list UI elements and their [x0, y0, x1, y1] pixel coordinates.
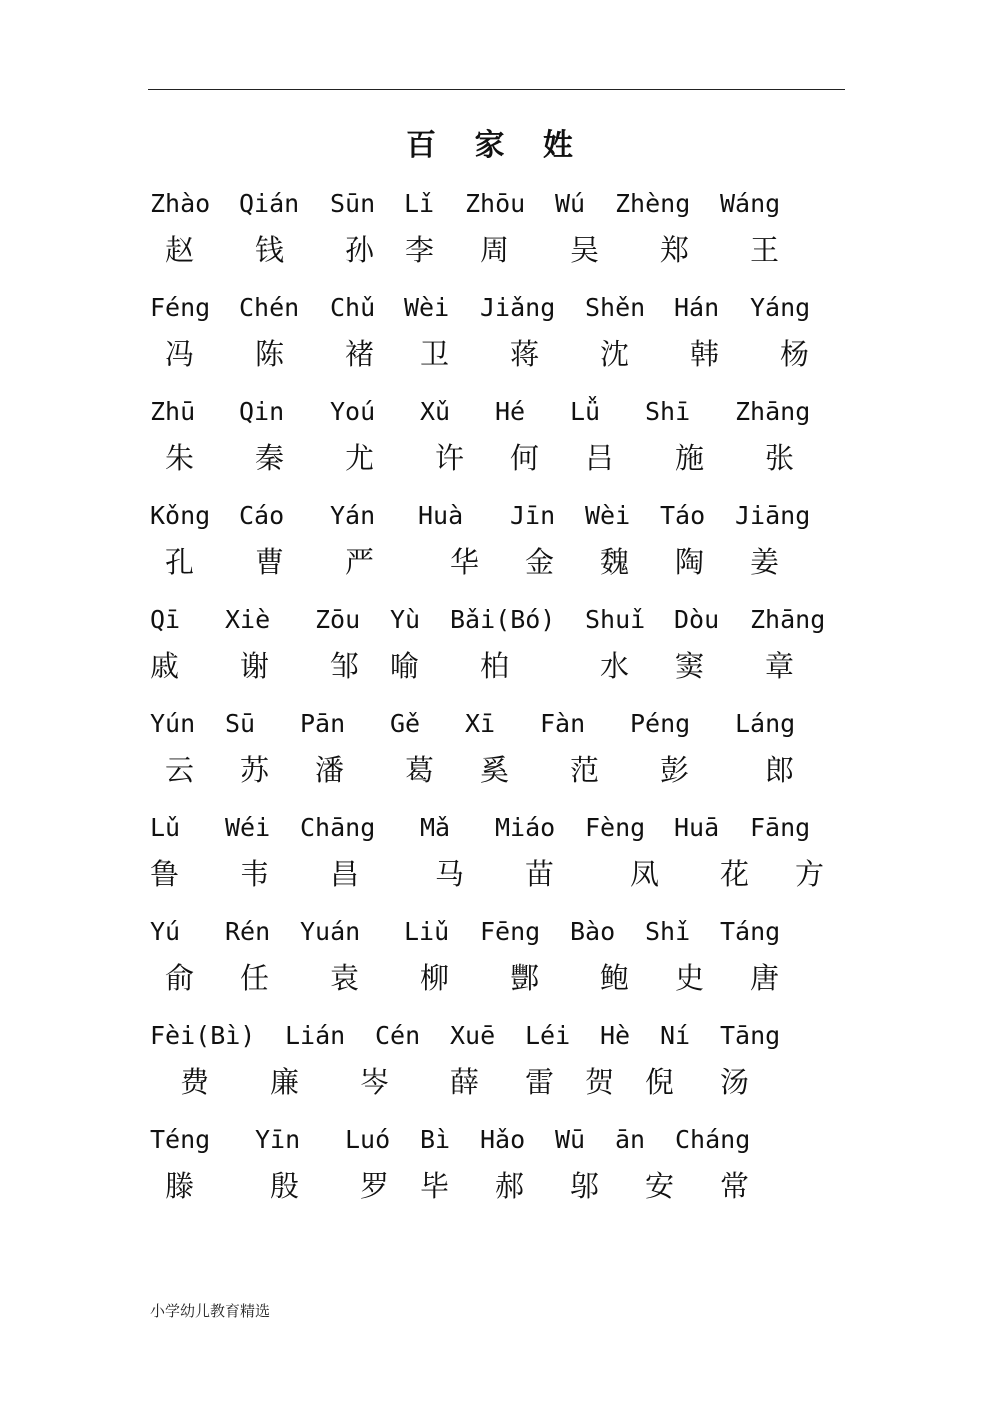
surname-character: 花 [720, 857, 750, 891]
surname-character: 奚 [480, 753, 510, 787]
surname-character: 史 [675, 961, 705, 995]
pinyin-syllable: Liǔ [404, 917, 450, 946]
surname-character: 姜 [750, 545, 780, 579]
top-rule [148, 89, 845, 90]
pinyin-syllable: Lǐ [404, 189, 435, 218]
pinyin-syllable: Sūn [330, 189, 376, 218]
surname-character: 常 [720, 1169, 750, 1203]
surname-character: 方 [795, 857, 825, 891]
surname-character: 任 [240, 961, 270, 995]
pinyin-syllable: Wú [555, 189, 586, 218]
surname-character: 滕 [165, 1169, 195, 1203]
pinyin-syllable: Miáo [495, 813, 556, 842]
pinyin-syllable: Wèi [404, 293, 450, 322]
surname-character: 华 [450, 545, 480, 579]
surname-character: 杨 [780, 337, 810, 371]
pinyin-syllable: Féng [150, 293, 211, 322]
surname-character: 褚 [345, 337, 375, 371]
pinyin-syllable: Zōu [315, 605, 361, 634]
pinyin-syllable: Hán [674, 293, 720, 322]
pinyin-syllable: Lǚ [570, 397, 601, 426]
surname-character: 邬 [570, 1169, 600, 1203]
pinyin-syllable: Shī [645, 397, 691, 426]
surname-character: 卫 [420, 337, 450, 371]
surname-character: 吕 [585, 441, 615, 475]
pinyin-syllable: Jīn [510, 501, 556, 530]
pinyin-syllable: Lián [285, 1021, 346, 1050]
pinyin-syllable: Bǎi(Bó) [450, 605, 556, 634]
surname-character: 喻 [390, 649, 420, 683]
surname-character: 马 [435, 857, 465, 891]
pinyin-syllable: Wáng [720, 189, 781, 218]
pinyin-syllable: Dòu [674, 605, 720, 634]
pinyin-syllable: ān [615, 1125, 646, 1154]
surname-character: 郑 [660, 233, 690, 267]
surname-character: 王 [750, 233, 780, 267]
pinyin-syllable: Zhū [150, 397, 196, 426]
surname-character: 鲁 [150, 857, 180, 891]
surname-character: 李 [405, 233, 435, 267]
pinyin-syllable: Yán [330, 501, 376, 530]
surname-character: 毕 [420, 1169, 450, 1203]
surname-character: 袁 [330, 961, 360, 995]
pinyin-syllable: Láng [735, 709, 796, 738]
surname-character: 金 [525, 545, 555, 579]
surname-character: 岑 [360, 1065, 390, 1099]
surname-character: 罗 [360, 1169, 390, 1203]
surname-character: 殷 [270, 1169, 300, 1203]
surname-character: 潘 [315, 753, 345, 787]
surname-character: 沈 [600, 337, 630, 371]
surname-character: 范 [570, 753, 600, 787]
pinyin-syllable: Bì [420, 1125, 451, 1154]
surname-character: 赵 [165, 233, 195, 267]
footer-text: 小学幼儿教育精选 [150, 1302, 271, 1320]
surname-character: 苏 [240, 753, 270, 787]
surname-character: 云 [165, 753, 195, 787]
surname-character: 俞 [165, 961, 195, 995]
surname-character: 雷 [525, 1065, 555, 1099]
pinyin-syllable: Chāng [300, 813, 376, 842]
pinyin-syllable: Fēng [480, 917, 541, 946]
surname-character: 郝 [495, 1169, 525, 1203]
pinyin-syllable: Zhōu [465, 189, 526, 218]
surname-character: 凤 [630, 857, 660, 891]
pinyin-syllable: Gě [390, 709, 421, 738]
pinyin-syllable: Qián [239, 189, 300, 218]
surname-character: 水 [600, 649, 630, 683]
pinyin-syllable: Hǎo [480, 1125, 526, 1154]
pinyin-syllable: Xiè [225, 605, 271, 634]
pinyin-syllable: Wèi [585, 501, 631, 530]
pinyin-syllable: Bào [570, 917, 616, 946]
surname-character: 彭 [660, 753, 690, 787]
pinyin-syllable: Qī [150, 605, 181, 634]
pinyin-syllable: Pān [300, 709, 346, 738]
pinyin-syllable: Lǔ [150, 813, 181, 842]
page-title: 百 家 姓 [406, 128, 587, 163]
surname-character: 吴 [570, 233, 600, 267]
surname-character: 薛 [450, 1065, 480, 1099]
surname-character: 陶 [675, 545, 705, 579]
surname-character: 尤 [345, 441, 375, 475]
pinyin-syllable: Ní [660, 1021, 691, 1050]
surname-character: 韩 [690, 337, 720, 371]
pinyin-syllable: Sū [225, 709, 256, 738]
pinyin-syllable: Fèng [585, 813, 646, 842]
pinyin-syllable: Cháng [675, 1125, 751, 1154]
surname-character: 孔 [165, 545, 195, 579]
pinyin-syllable: Jiǎng [480, 293, 556, 322]
pinyin-syllable: Yáng [750, 293, 811, 322]
pinyin-syllable: Zhāng [735, 397, 811, 426]
surname-character: 戚 [150, 649, 180, 683]
pinyin-syllable: Hé [495, 397, 526, 426]
surname-character: 章 [765, 649, 795, 683]
surname-character: 酆 [510, 961, 540, 995]
pinyin-syllable: Shǐ [645, 917, 691, 946]
surname-character: 邹 [330, 649, 360, 683]
pinyin-syllable: Téng [150, 1125, 211, 1154]
pinyin-syllable: Jiāng [735, 501, 811, 530]
pinyin-syllable: Táo [660, 501, 706, 530]
pinyin-syllable: Fàn [540, 709, 586, 738]
pinyin-syllable: Fèi(Bì) [150, 1021, 256, 1050]
pinyin-syllable: Luó [345, 1125, 391, 1154]
surname-character: 秦 [255, 441, 285, 475]
pinyin-syllable: Xǔ [420, 397, 451, 426]
surname-character: 谢 [240, 649, 270, 683]
surname-character: 蒋 [510, 337, 540, 371]
pinyin-syllable: Yuán [300, 917, 361, 946]
pinyin-syllable: Huā [674, 813, 720, 842]
pinyin-syllable: Yù [390, 605, 421, 634]
pinyin-syllable: Kǒng [150, 501, 211, 530]
pinyin-syllable: Zhāng [750, 605, 826, 634]
pinyin-syllable: Xī [465, 709, 496, 738]
pinyin-syllable: Chén [239, 293, 300, 322]
pinyin-syllable: Wū [555, 1125, 586, 1154]
surname-character: 魏 [600, 545, 630, 579]
surname-character: 施 [675, 441, 705, 475]
pinyin-syllable: Yún [150, 709, 196, 738]
surname-character: 柏 [480, 649, 510, 683]
pinyin-syllable: Fāng [750, 813, 811, 842]
surname-character: 何 [510, 441, 540, 475]
surname-character: 昌 [330, 857, 360, 891]
pinyin-syllable: Wéi [225, 813, 271, 842]
pinyin-syllable: Táng [720, 917, 781, 946]
surname-character: 汤 [720, 1065, 750, 1099]
surname-character: 苗 [525, 857, 555, 891]
surname-character: 韦 [240, 857, 270, 891]
surname-character: 朱 [165, 441, 195, 475]
surname-character: 陈 [255, 337, 285, 371]
surname-character: 许 [435, 441, 465, 475]
pinyin-syllable: Zhào [150, 189, 211, 218]
surname-character: 冯 [165, 337, 195, 371]
surname-character: 唐 [750, 961, 780, 995]
pinyin-syllable: Léi [525, 1021, 571, 1050]
surname-character: 曹 [255, 545, 285, 579]
pinyin-syllable: Huà [418, 501, 464, 530]
pinyin-syllable: Rén [225, 917, 271, 946]
pinyin-syllable: Yīn [255, 1125, 301, 1154]
surname-character: 费 [180, 1065, 210, 1099]
surname-character: 钱 [255, 233, 285, 267]
pinyin-syllable: Yoú [330, 397, 376, 426]
pinyin-syllable: Chǔ [330, 293, 376, 322]
pinyin-syllable: Shuǐ [585, 605, 646, 634]
pinyin-syllable: Yú [150, 917, 181, 946]
pinyin-syllable: Péng [630, 709, 691, 738]
pinyin-syllable: Qin [239, 397, 285, 426]
surname-character: 安 [645, 1169, 675, 1203]
pinyin-syllable: Zhèng [615, 189, 691, 218]
pinyin-syllable: Cáo [239, 501, 285, 530]
surname-character: 倪 [645, 1065, 675, 1099]
surname-character: 郎 [765, 753, 795, 787]
surname-character: 柳 [420, 961, 450, 995]
surname-character: 孙 [345, 233, 375, 267]
surname-character: 窦 [675, 649, 705, 683]
surname-character: 廉 [270, 1065, 300, 1099]
surname-character: 周 [480, 233, 510, 267]
surname-character: 严 [345, 545, 375, 579]
pinyin-syllable: Shěn [585, 293, 646, 322]
pinyin-syllable: Mǎ [420, 813, 451, 842]
pinyin-syllable: Xuē [450, 1021, 496, 1050]
pinyin-syllable: Tāng [720, 1021, 781, 1050]
surname-character: 张 [765, 441, 795, 475]
pinyin-syllable: Cén [375, 1021, 421, 1050]
surname-character: 葛 [405, 753, 435, 787]
surname-character: 鲍 [600, 961, 630, 995]
pinyin-syllable: Hè [600, 1021, 631, 1050]
surname-character: 贺 [585, 1065, 615, 1099]
